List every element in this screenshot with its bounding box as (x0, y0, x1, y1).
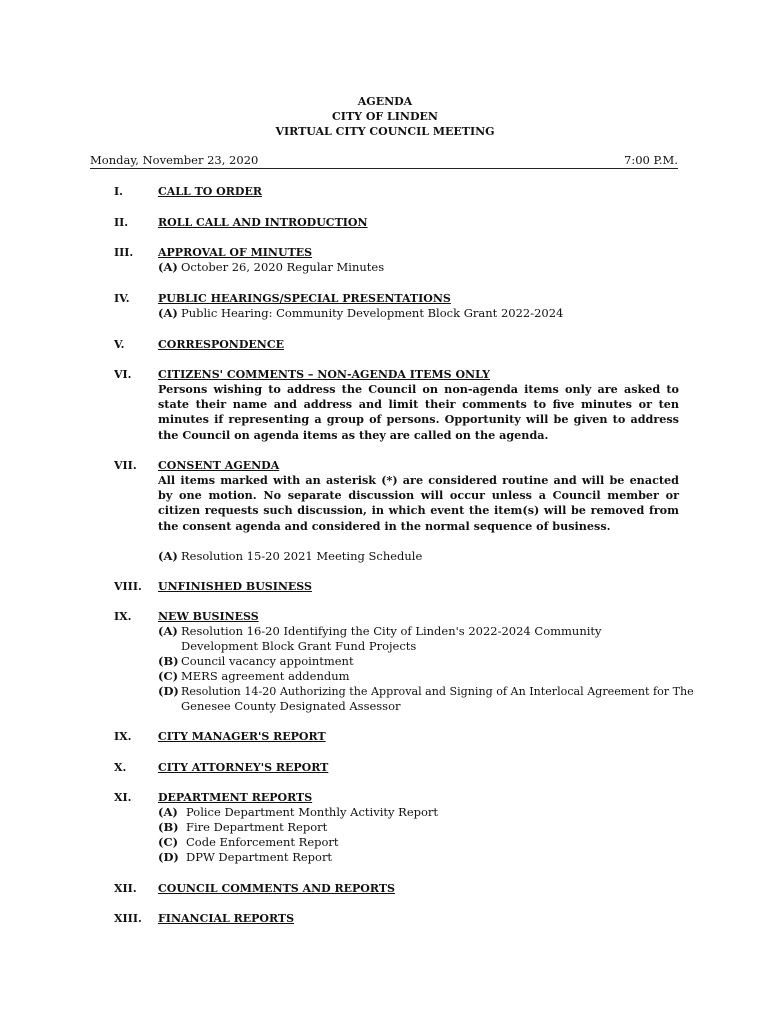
item-number: VII. (114, 459, 137, 472)
agenda-header (0, 94, 770, 139)
sub-item-label: (C) (158, 669, 179, 683)
item-title: COUNCIL COMMENTS AND REPORTS (158, 882, 395, 895)
sub-item-text: Code Enforcement Report (186, 835, 339, 849)
sub-item (158, 805, 679, 820)
sub-item-text: Police Department Monthly Activity Report (186, 805, 439, 819)
item-title: CORRESPONDENCE (158, 338, 284, 351)
item-number: X. (114, 761, 127, 774)
item-number: II. (114, 216, 129, 229)
item-number: VIII. (114, 580, 142, 593)
sub-item-text: Resolution 15-20 2021 Meeting Schedule (181, 548, 423, 563)
item-title: CALL TO ORDER (158, 185, 262, 198)
sub-item-label: (A) (158, 548, 178, 563)
sub-item (158, 260, 679, 275)
sub-item-text: Council vacancy appointment (181, 654, 354, 668)
item-title: CONSENT AGENDA (158, 459, 280, 472)
sub-item-text: October 26, 2020 Regular Minutes (181, 260, 385, 274)
sub-item (158, 306, 679, 321)
item-title: CITIZENS' COMMENTS – NON-AGENDA ITEMS ONLY (158, 368, 490, 381)
item-title: CITY MANAGER'S REPORT (158, 730, 326, 743)
sub-item (158, 850, 679, 865)
item-number: IX. (114, 610, 132, 623)
header-meeting-type: VIRTUAL CITY COUNCIL MEETING (275, 125, 495, 138)
sub-item-continuation: Development Block Grant Fund Projects (181, 639, 417, 653)
item-description: All items marked with an asterisk (*) are considered routine and will be enacted by one motion. No separate discussion will occur unless a Council member or citizen requests such discussion, in which event the item(s) will be removed from the consent agenda and considered in the normal sequence of business. (158, 473, 679, 533)
sub-item-label: (C) (158, 835, 179, 849)
sub-item-text: DPW Department Report (186, 850, 333, 864)
item-number: VI. (114, 368, 132, 381)
sub-item-text: Public Hearing: Community Development Block Grant 2022-2024 (181, 306, 564, 320)
item-number: V. (114, 338, 125, 351)
item-title: APPROVAL OF MINUTES (158, 246, 313, 259)
meeting-date-line (90, 153, 678, 169)
header-city: CITY OF LINDEN (332, 110, 438, 123)
sub-item (158, 654, 679, 669)
sub-item (158, 624, 679, 639)
sub-item-label: (B) (158, 654, 179, 668)
item-number: IV. (114, 292, 130, 305)
item-number: XI. (114, 791, 132, 804)
item-title: NEW BUSINESS (158, 610, 259, 623)
item-number: I. (114, 185, 123, 198)
sub-item (158, 549, 679, 564)
sub-item-text: Resolution 14-20 Authorizing the Approval and Signing of An Interlocal Agreement for The (181, 685, 694, 698)
item-number: IX. (114, 730, 132, 743)
sub-item-text: MERS agreement addendum (181, 669, 350, 683)
item-number: XII. (114, 882, 137, 895)
item-title: CITY ATTORNEY'S REPORT (158, 761, 329, 774)
meeting-date: Monday, November 23, 2020 (90, 153, 259, 167)
sub-item-text: Resolution 16-20 Identifying the City of Linden's 2022-2024 Community (181, 624, 602, 638)
sub-item-continuation: Genesee County Designated Assessor (181, 699, 401, 713)
item-number: XIII. (114, 912, 142, 925)
sub-item (158, 684, 694, 699)
item-title: PUBLIC HEARINGS/SPECIAL PRESENTATIONS (158, 292, 451, 305)
item-description: Persons wishing to address the Council on non-agenda items only are asked to state their name and address and limit their comments to five minutes or ten minutes if representing a group of persons. Opportunity will be given to address the Council on agenda items as they are called on the agenda. (158, 382, 679, 442)
sub-item-label: (A) (158, 260, 178, 274)
item-title: FINANCIAL REPORTS (158, 912, 295, 925)
header-agenda: AGENDA (357, 95, 413, 108)
item-title: ROLL CALL AND INTRODUCTION (158, 216, 368, 229)
sub-item-label: (D) (158, 850, 179, 864)
sub-item-label: (D) (158, 684, 179, 698)
meeting-time: 7:00 P.M. (624, 153, 678, 167)
sub-item-label: (B) (158, 820, 179, 834)
sub-item-label: (A) (158, 306, 178, 320)
item-title: DEPARTMENT REPORTS (158, 791, 313, 804)
item-title: UNFINISHED BUSINESS (158, 580, 312, 593)
sub-item (158, 669, 679, 684)
sub-item-label: (A) (158, 624, 178, 638)
sub-item (158, 820, 679, 835)
sub-item (158, 835, 679, 850)
sub-item-label: (A) (158, 805, 178, 819)
sub-item-text: Fire Department Report (186, 820, 328, 834)
item-number: III. (114, 246, 134, 259)
